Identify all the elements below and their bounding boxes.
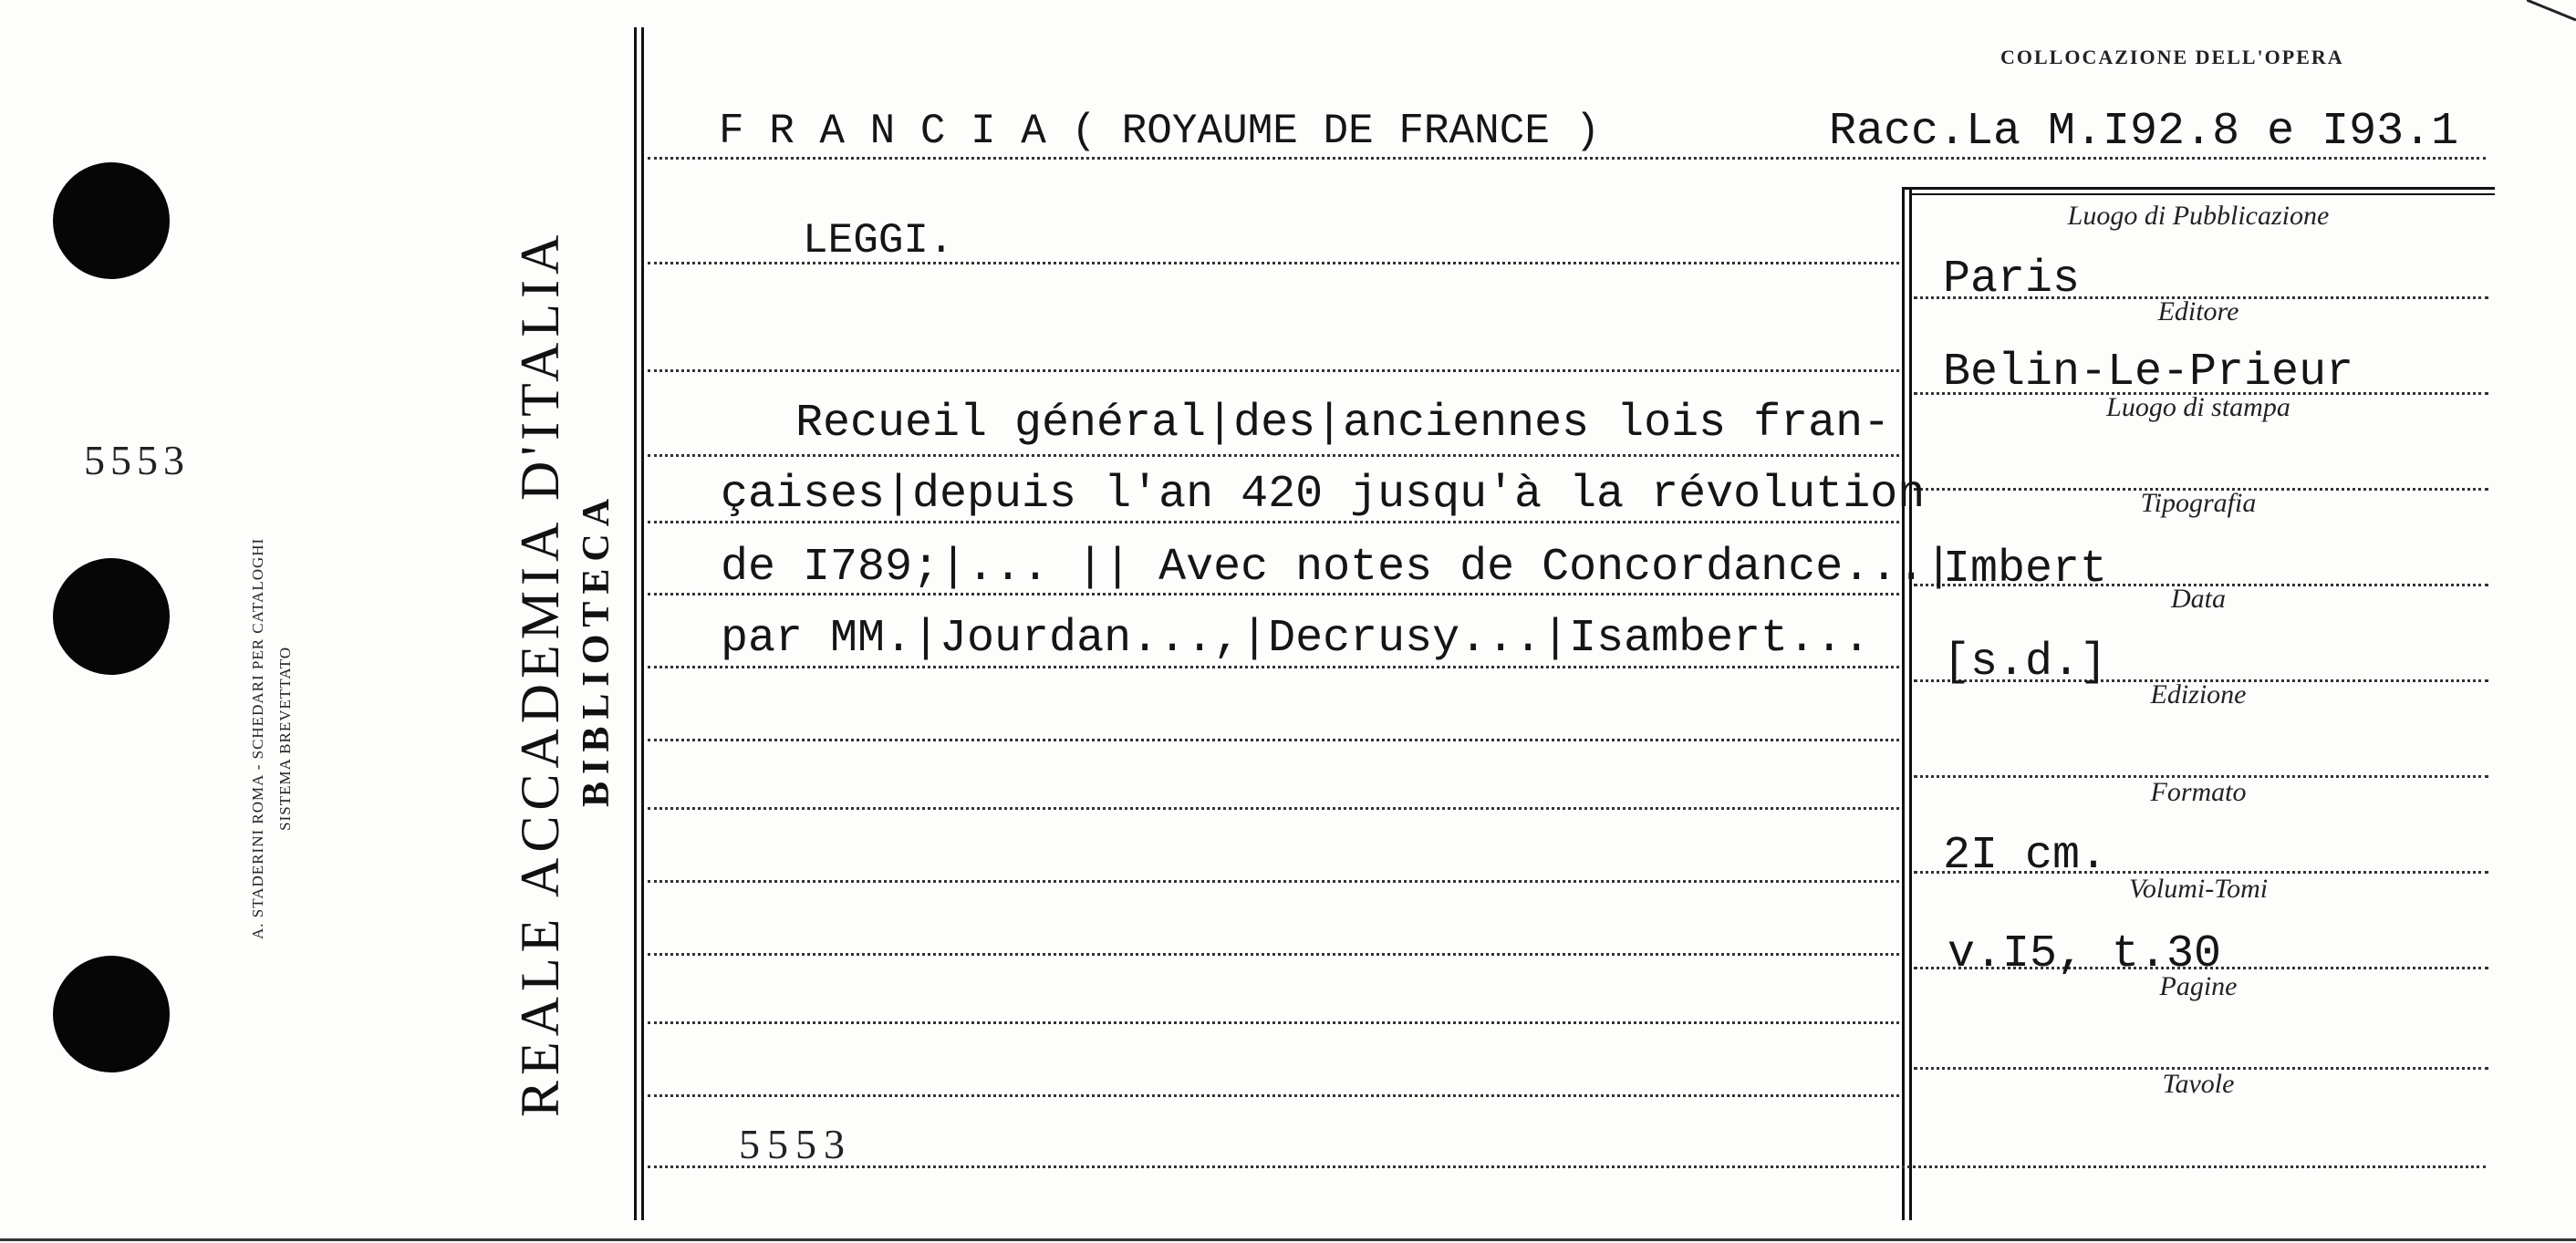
- field-column-line-2: [1909, 190, 1912, 1220]
- rule-line: [648, 880, 1899, 883]
- shelfmark: Racc.La M.I92.8 e I93.1: [1829, 106, 2459, 158]
- library-name: BIBLIOTECA: [576, 491, 618, 807]
- printer-imprint: [244, 538, 299, 939]
- formato-label: Formato: [2150, 777, 2247, 807]
- luogo-stampa-label: Luogo di stampa: [2106, 392, 2290, 422]
- title-line-2: çaises|depuis l'an 420 jusqu'à la révolution: [721, 469, 1926, 521]
- side-number: 5553: [84, 437, 190, 483]
- card-bottom-edge: [0, 1238, 2576, 1241]
- rule-line: [648, 521, 1899, 523]
- title-line-4: par MM.|Jourdan...,|Decrusy...|Isambert...: [721, 613, 1871, 665]
- tipografia-value: Imbert: [1943, 544, 2108, 596]
- subject-heading: LEGGI.: [803, 217, 954, 264]
- pagine-label: Pagine: [2159, 971, 2238, 1001]
- corner-fold-mark: [2527, 0, 2576, 22]
- rule-line: [648, 807, 1899, 810]
- field-column-line: [1902, 190, 1905, 1220]
- punch-hole-top: [53, 162, 170, 279]
- rule-line: [648, 953, 1899, 956]
- rule-line: [648, 369, 1899, 372]
- left-border-line-2: [641, 27, 644, 1220]
- card-heading: F R A N C I A ( ROYAUME DE FRANCE ): [719, 108, 1601, 155]
- printer-line-2: SISTEMA BREVETTATO: [276, 646, 294, 831]
- luogo-pubblicazione-label: Luogo di Pubblicazione: [2067, 201, 2330, 231]
- volumi-tomi-value: v.I5, t.30: [1948, 928, 2222, 980]
- formato-value: 2I cm.: [1943, 830, 2108, 882]
- editore-label: Editore: [2157, 296, 2239, 326]
- rule-line: [648, 666, 1899, 668]
- tipografia-label: Tipografia: [2140, 488, 2257, 518]
- bottom-number: 5553: [739, 1121, 852, 1167]
- rule-line: [648, 1165, 2486, 1168]
- printer-line-1: A. STADERINI ROMA - SCHEDARI PER CATALOGHI: [249, 537, 266, 939]
- field-box-top-2: [1909, 193, 2495, 195]
- editore-value: Belin-Le-Prieur: [1943, 347, 2354, 399]
- punch-hole-bottom: [53, 956, 170, 1072]
- tavole-label: Tavole: [2162, 1069, 2235, 1099]
- rule-line: [648, 1021, 1899, 1024]
- institution-name: REALE ACCADEMIA D'ITALIA: [510, 229, 570, 1117]
- field-box-top: [1902, 187, 2495, 190]
- edizione-label: Edizione: [2150, 679, 2247, 710]
- rule-line: [648, 1094, 1899, 1097]
- luogo-pubblicazione-value: Paris: [1943, 254, 2081, 306]
- rule-line: [648, 739, 1899, 741]
- rule-line: [648, 454, 1899, 457]
- title-line-3: de I789;|... || Avec notes de Concordance...|: [721, 542, 1953, 594]
- data-value: [s.d.]: [1943, 637, 2108, 689]
- left-border-line: [634, 27, 637, 1220]
- volumi-tomi-label: Volumi-Tomi: [2128, 874, 2269, 904]
- title-line-1: Recueil général|des|anciennes lois fran-: [795, 398, 1891, 450]
- punch-hole-middle: [53, 558, 170, 675]
- collocazione-label: COLLOCAZIONE DELL'OPERA: [2000, 46, 2344, 68]
- data-label: Data: [2171, 584, 2226, 614]
